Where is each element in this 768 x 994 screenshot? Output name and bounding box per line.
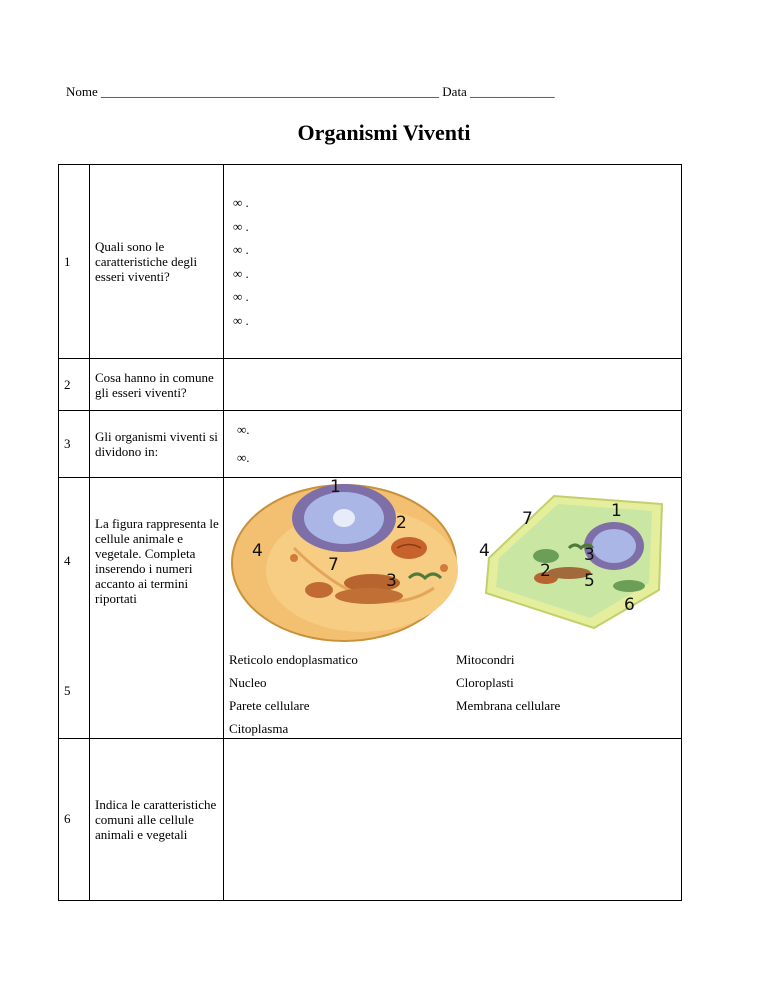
answer-bullet[interactable]: ∞. bbox=[237, 450, 250, 465]
term: Cloroplasti bbox=[456, 675, 514, 690]
animal-label-1: 1 bbox=[330, 478, 341, 497]
plant-label-6: 6 bbox=[624, 595, 635, 615]
plant-label-3: 3 bbox=[584, 545, 595, 565]
plant-label-2: 2 bbox=[540, 561, 551, 581]
question-row-6 bbox=[59, 738, 682, 900]
name-date-line bbox=[66, 84, 555, 100]
row-number: 3 bbox=[59, 411, 90, 478]
term: Nucleo bbox=[229, 675, 267, 690]
answer-bullet[interactable]: ∞. bbox=[237, 422, 250, 437]
row-number: 5 bbox=[59, 644, 90, 738]
plant-label-5: 5 bbox=[584, 571, 595, 591]
answer-bullet[interactable]: ∞ . bbox=[233, 218, 249, 234]
answer-bullet[interactable]: ∞ . bbox=[233, 265, 249, 281]
plant-label-4: 4 bbox=[479, 541, 490, 561]
question-row-1 bbox=[59, 165, 682, 359]
animal-label-7: 7 bbox=[328, 555, 339, 575]
page-title: Organismi Viventi bbox=[297, 120, 471, 145]
question-text: Cosa hanno in comune gli esseri viventi? bbox=[90, 359, 224, 411]
row-number: 6 bbox=[59, 738, 90, 900]
answer-area[interactable] bbox=[224, 738, 682, 900]
term: Membrana cellulare bbox=[456, 698, 561, 713]
plant-cell bbox=[486, 496, 662, 628]
row-number: 1 bbox=[59, 165, 90, 359]
answer-bullet[interactable]: ∞ . bbox=[233, 312, 249, 328]
question-row-3 bbox=[59, 411, 682, 478]
data-blank[interactable]: _____________ bbox=[470, 84, 555, 99]
nome-label: Nome bbox=[66, 84, 98, 99]
cell-figure bbox=[224, 478, 682, 645]
answer-list[interactable] bbox=[224, 411, 682, 478]
term: Reticolo endoplasmatico bbox=[229, 652, 358, 667]
worksheet-table bbox=[58, 164, 682, 901]
row-number: 4 bbox=[59, 478, 90, 645]
question-text: Gli organismi viventi si dividono in: bbox=[90, 411, 224, 478]
nome-blank[interactable]: ____________________________________________________ bbox=[101, 84, 440, 99]
animal-label-3: 3 bbox=[386, 571, 397, 591]
cells-illustration bbox=[224, 478, 680, 644]
terms-list bbox=[224, 644, 682, 738]
question-row-5 bbox=[59, 644, 682, 738]
term: Parete cellulare bbox=[229, 698, 310, 713]
answer-area[interactable] bbox=[224, 359, 682, 411]
question-row-4 bbox=[59, 478, 682, 645]
row-number: 2 bbox=[59, 359, 90, 411]
question-text: Quali sono le caratteristiche degli esseri viventi? bbox=[90, 165, 224, 359]
answer-list[interactable] bbox=[224, 165, 682, 359]
plant-label-1: 1 bbox=[611, 501, 622, 521]
data-label: Data bbox=[442, 84, 467, 99]
animal-label-2: 2 bbox=[396, 513, 407, 533]
animal-label-4: 4 bbox=[252, 541, 263, 561]
answer-bullet[interactable]: ∞ . bbox=[233, 195, 249, 210]
answer-bullet[interactable]: ∞ . bbox=[233, 242, 249, 257]
animal-cell bbox=[232, 484, 458, 641]
term: Citoplasma bbox=[229, 721, 289, 736]
question-row-2 bbox=[59, 359, 682, 411]
plant-label-7: 7 bbox=[522, 509, 533, 529]
question-text-empty bbox=[90, 644, 224, 738]
question-text: La figura rappresenta le cellule animale e vegetale. Completa inserendo i numeri accanto ai termini riportati bbox=[90, 478, 224, 645]
answer-bullet[interactable]: ∞ . bbox=[233, 289, 249, 304]
question-text: Indica le caratteristiche comuni alle cellule animali e vegetali bbox=[90, 738, 224, 900]
term: Mitocondri bbox=[456, 652, 515, 667]
